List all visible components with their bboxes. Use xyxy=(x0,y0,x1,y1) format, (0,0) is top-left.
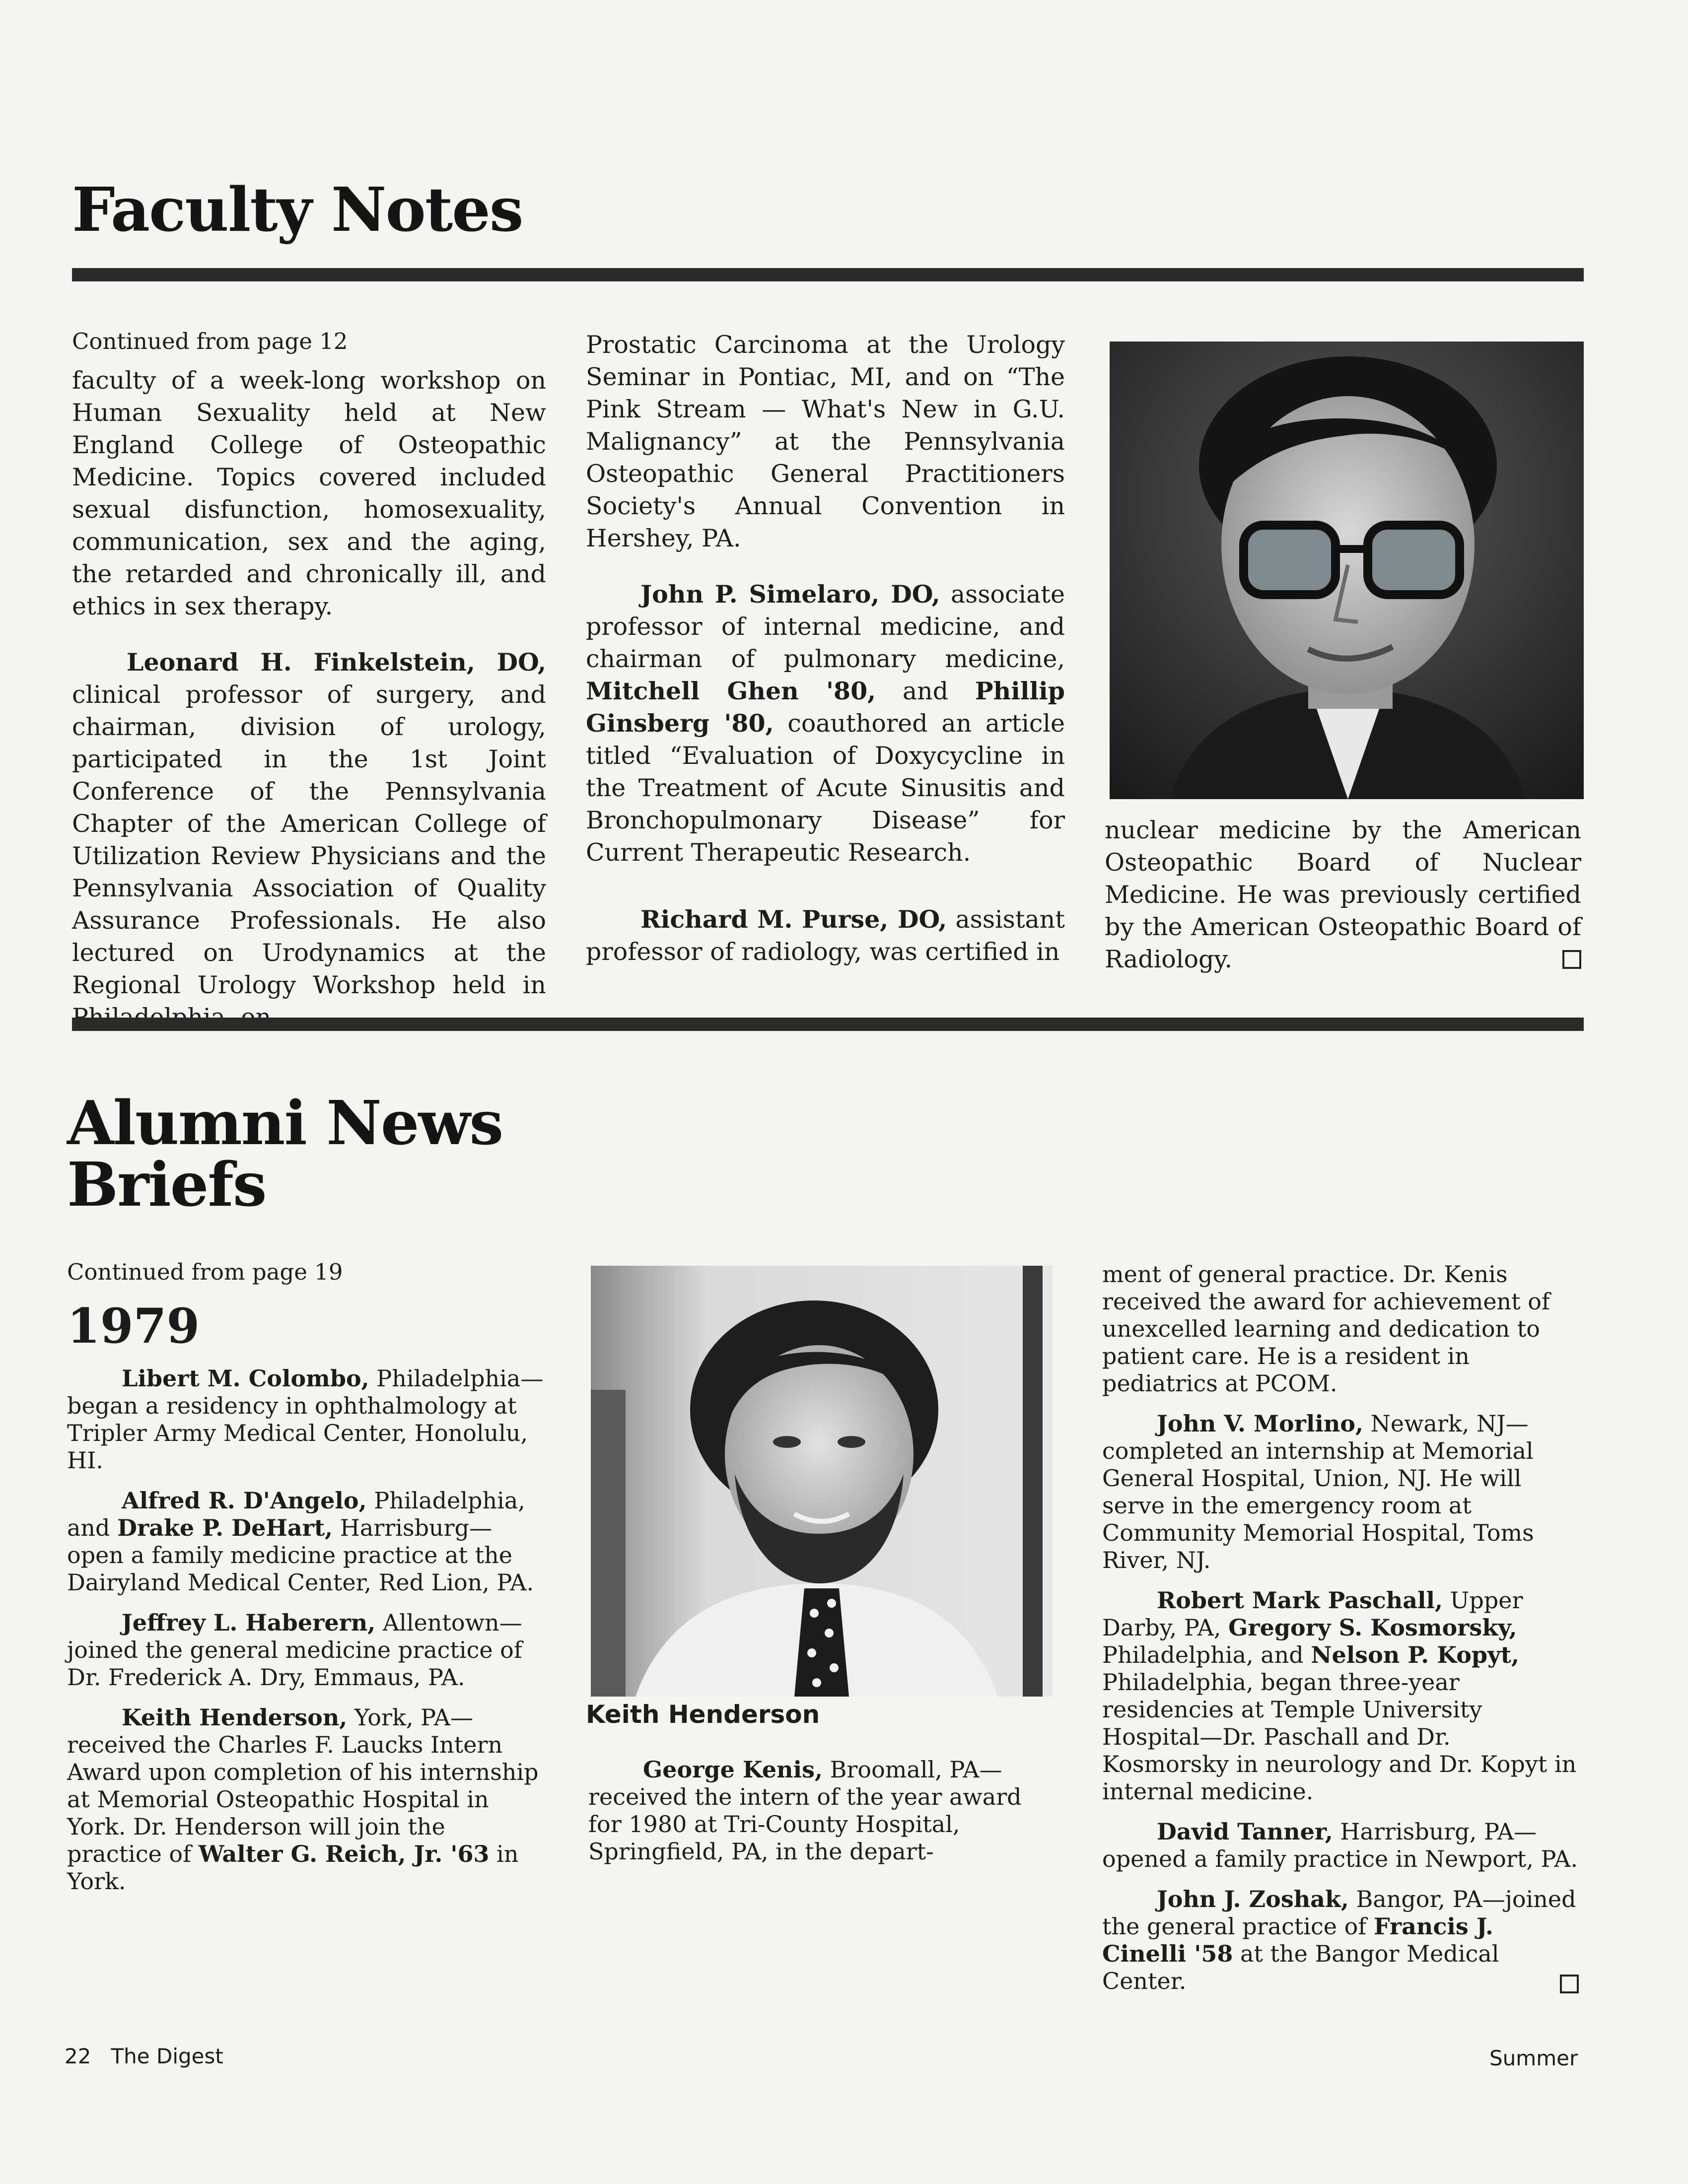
faculty-paragraph: faculty of a week-long workshop on Human Sexuality held at New England College of Osteopathic Medicine. Topics covered included sexual disfunction, homosexuality, communication, sex and the aging, the retarded and chronically ill, and ethics in sex therapy. xyxy=(72,366,546,620)
faculty-notes-title: Faculty Notes xyxy=(72,174,523,245)
photo-caption: Keith Henderson xyxy=(586,1700,820,1729)
end-mark-icon xyxy=(1562,950,1581,969)
alumni-entry: Alfred R. D'Angelo, Philadelphia, and Drake P. DeHart, Harrisburg—open a family medicine practice at the Dairyland Medical Center, Red Lion, PA. xyxy=(67,1487,534,1596)
portrait-illustration xyxy=(1110,341,1584,799)
alumni-news-title: Alumni News Briefs xyxy=(67,1087,503,1221)
faculty-paragraph: nuclear medicine by the American Osteopathic Board of Nuclear Medicine. He was previously certified by the American Osteopathic Board of Radiology. xyxy=(1105,816,1581,973)
alumni-entry: ment of general practice. Dr. Kenis received the award for achievement of unexcelled learning and dedication to patient care. He is a resident in pediatrics at PCOM. xyxy=(1102,1261,1550,1397)
publication-name: The Digest xyxy=(111,2044,223,2068)
section-divider-rule xyxy=(72,1018,1584,1031)
faculty-col-2 xyxy=(586,329,1065,968)
alumni-entry: Libert M. Colombo, Philadelphia—began a residency in ophthalmology at Tripler Army Medical Center, Honolulu, HI. xyxy=(67,1365,544,1474)
alumni-entry: David Tanner, Harrisburg, PA—opened a family practice in Newport, PA. xyxy=(1102,1818,1578,1872)
faculty-paragraph-finkelstein: Leonard H. Finkelstein, DO, clinical professor of surgery, and chairman, division of urology, participated in the 1st Joint Conference of the Pennsylvania Chapter of the American College of Utilization Review Physicians and the Pennsylvania Association of Quality Assurance Professionals. He also lectured on Urodynamics at the Regional Urology Workshop held in xyxy=(72,648,546,999)
faculty-paragraph: Prostatic Carcinoma at the Urology Seminar in Pontiac, MI, and on “The Pink Stream — What's New in G.U. Malignancy” at the Pennsylvania Osteopathic General Practitioners Society's Annual Convention in Hershey, PA. xyxy=(586,331,1065,552)
alumni-continued-note: Continued from page 19 xyxy=(67,1259,343,1285)
faculty-notes-rule xyxy=(72,268,1584,281)
alumni-entry: Robert Mark Paschall, Upper Darby, PA, Gregory S. Kosmorsky, Philadelphia, and Nelson P. Kopyt, Philadelphia, began three-year residencies at Temple University Hospital—Dr. Paschall and Dr. Kosmorsky in neurology and Dr. Kopyt in internal medicine. xyxy=(1102,1587,1577,1805)
alumni-col-1 xyxy=(67,1258,546,1908)
alumni-col-3 xyxy=(1102,1261,1579,2008)
alumni-entry: Keith Henderson, York, PA—received the Charles F. Laucks Intern Award upon completion of his internship at Memorial Osteopathic Hospital in York. Dr. Henderson will join the practice of Walter G. Reich, Jr. '63 in York. xyxy=(67,1704,539,1895)
alumni-entry: John V. Morlino, Newark, NJ—completed an internship at Memorial General Hospital, Union, NJ. He will serve in the emergency room at Community Memorial Hospital, Toms River, NJ. xyxy=(1102,1410,1534,1573)
faculty-paragraph-simelaro: John P. Simelaro, DO, associate professor of internal medicine, and chairman of pulmonary medicine, Mitchell Ghen '80, and Phillip Ginsberg '80, coauthored an article titled “Evaluation of Doxycycline in the Treatment of Acute Sinusitis and Bronchopulmonary Disease” for Current Therapeutic Research. xyxy=(586,580,1065,867)
alumni-col-2 xyxy=(588,1756,1060,1878)
person-name: Leonard H. Finkelstein, DO, xyxy=(127,648,546,677)
faculty-col-3 xyxy=(1105,814,1581,975)
alumni-entry: George Kenis, Broomall, PA—received the intern of the year award for 1980 at Tri-County Hospital, Springfield, PA, in the depart- xyxy=(588,1756,1022,1865)
alumni-entry: Jeffrey L. Haberern, Allentown—joined the general medicine practice of Dr. Frederick A. Dry, Emmaus, PA. xyxy=(67,1609,522,1691)
faculty-col-1 xyxy=(72,325,546,1033)
class-year-heading: 1979 xyxy=(67,1298,200,1354)
page-footer-left xyxy=(65,2044,223,2068)
page-number: 22 xyxy=(65,2044,91,2068)
faculty-continued-note: Continued from page 12 xyxy=(72,328,348,354)
portrait-photo-purse xyxy=(1110,341,1584,799)
portrait-photo-henderson xyxy=(591,1266,1053,1697)
portrait-illustration xyxy=(591,1266,1053,1697)
issue-season: Summer xyxy=(1489,2046,1578,2070)
alumni-entry: John J. Zoshak, Bangor, PA—joined the general practice of Francis J. Cinelli '58 at the Bangor Medical Center. xyxy=(1102,1886,1579,1995)
end-mark-icon xyxy=(1560,1975,1579,1993)
faculty-paragraph-purse: Richard M. Purse, DO, assistant professor of radiology, was certified in xyxy=(586,905,1065,966)
